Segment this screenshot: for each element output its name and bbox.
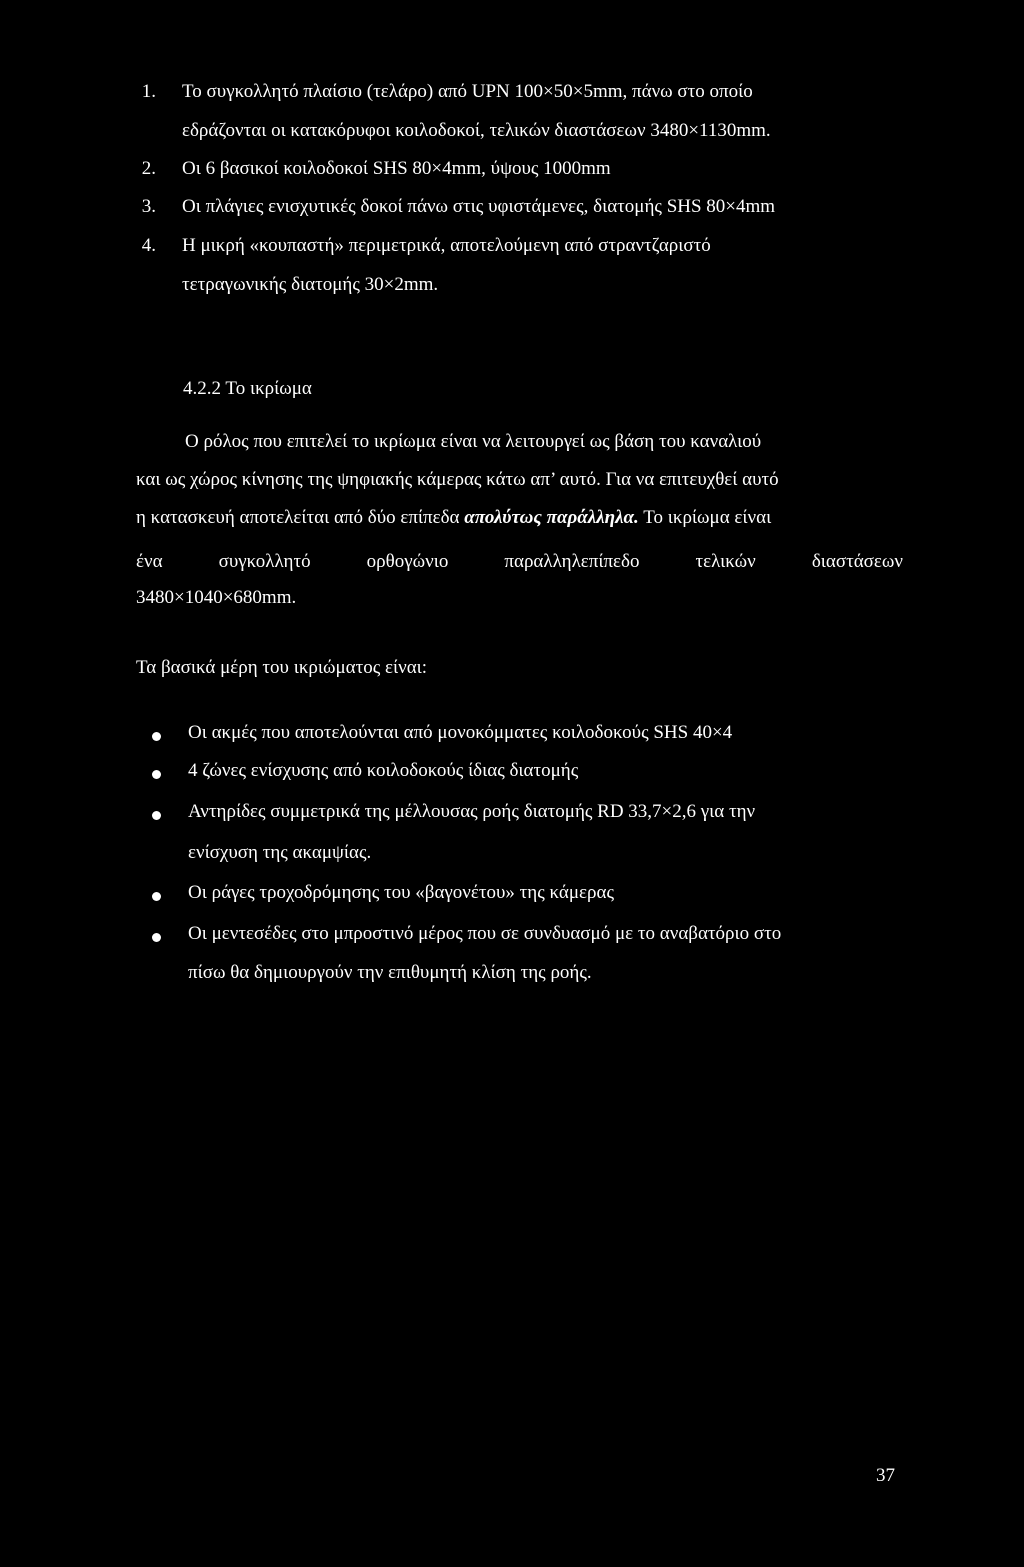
bullet-dot (152, 770, 161, 779)
bullet-text: πίσω θα δημιουργούν την επιθυμητή κλίση της ροής. (188, 962, 592, 983)
paragraph-line: 3480×1040×680mm. (136, 587, 297, 608)
bullet-text: ενίσχυση της ακαμψίας. (188, 842, 372, 863)
section-heading: 4.2.2 Το ικρίωμα (183, 378, 312, 399)
list-item-text: Το συγκολλητό πλαίσιο (τελάρο) από UPN 100×50×5mm, πάνω στο οποίο (182, 81, 753, 102)
bullet-text: Αντηρίδες συμμετρικά της μέλλουσας ροής διατομής RD 33,7×2,6 για την (188, 801, 756, 822)
bullet-text: Οι ράγες τροχοδρόμησης του «βαγονέτου» της κάμερας (188, 882, 614, 903)
list-number: 1. (141, 81, 156, 102)
bullet-text: Οι ακμές που αποτελούνται από μονοκόμματες κοιλοδοκούς SHS 40×4 (188, 722, 733, 743)
list-number: 4. (141, 235, 156, 256)
list-item-text: τετραγωνικής διατομής 30×2mm. (182, 274, 439, 295)
paragraph-word: παραλληλεπίπεδο (504, 551, 640, 572)
paragraph-line: και ως χώρος κίνησης της ψηφιακής κάμερας κάτω απ’ αυτό. Για να επιτευχθεί αυτό (136, 469, 779, 490)
bullet-dot (152, 933, 161, 942)
list-item-text: Οι 6 βασικοί κοιλοδοκοί SHS 80×4mm, ύψους 1000mm (182, 158, 611, 179)
parts-intro: Τα βασικά μέρη του ικριώματος είναι: (136, 657, 428, 678)
bullet-dot (152, 892, 161, 901)
paragraph-word: ορθογώνιο (366, 551, 449, 572)
paragraph-line: Ο ρόλος που επιτελεί το ικρίωμα είναι να λειτουργεί ως βάση του καναλιού (185, 431, 762, 452)
paragraph-line (136, 507, 771, 529)
list-item-text: Οι πλάγιες ενισχυτικές δοκοί πάνω στις υφιστάμενες, διατομής SHS 80×4mm (182, 196, 776, 217)
list-item-text: Η μικρή «κουπαστή» περιμετρικά, αποτελούμενη από στραντζαριστό (182, 235, 711, 256)
list-item-text: εδράζονται οι κατακόρυφοι κοιλοδοκοί, τελικών διαστάσεων 3480×1130mm. (182, 120, 771, 141)
paragraph-text: η κατασκευή αποτελείται από δύο επίπεδα (136, 507, 465, 528)
bullet-dot (152, 732, 161, 741)
paragraph-word: ένα (136, 551, 163, 572)
bullet-dot (152, 811, 161, 820)
list-number: 2. (141, 158, 156, 179)
paragraph-word: τελικών (695, 551, 756, 572)
emphasized-text: απολύτως παράλληλα. (464, 507, 639, 528)
list-number: 3. (141, 196, 156, 217)
paragraph-line-justified (136, 551, 903, 573)
paragraph-word: συγκολλητό (218, 551, 311, 572)
bullet-text: 4 ζώνες ενίσχυσης από κοιλοδοκούς ίδιας διατομής (188, 760, 579, 781)
paragraph-text: Το ικρίωμα είναι (638, 507, 772, 528)
page-number: 37 (876, 1465, 895, 1486)
bullet-text: Οι μεντεσέδες στο μπροστινό μέρος που σε συνδυασμό με το αναβατόριο στο (188, 923, 782, 944)
paragraph-word: διαστάσεων (811, 551, 903, 572)
